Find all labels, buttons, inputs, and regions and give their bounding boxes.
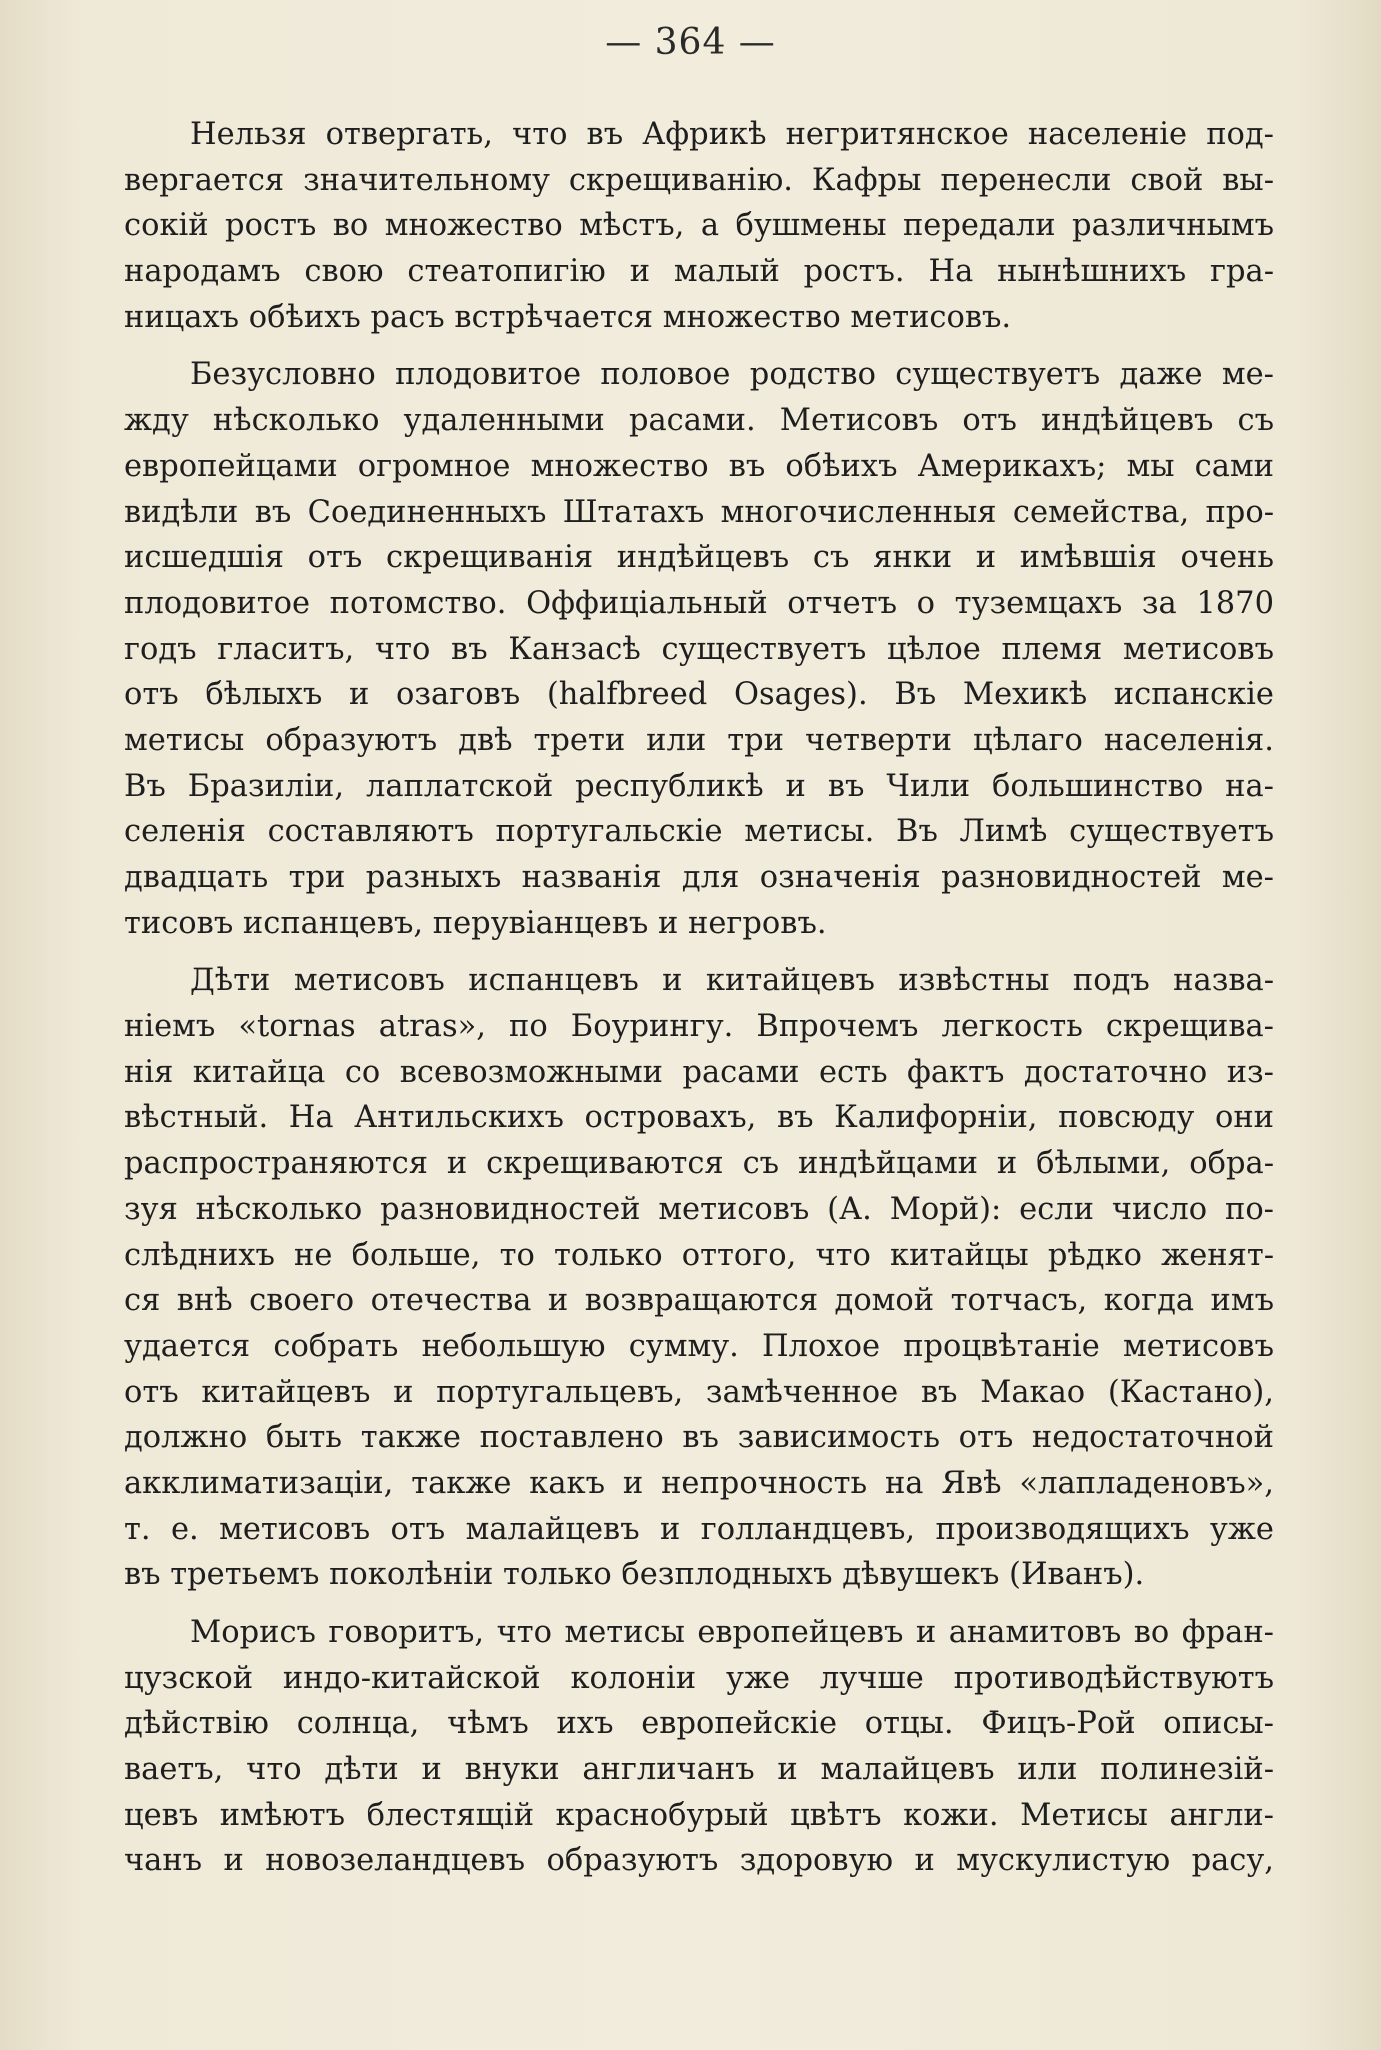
text-line: дѣйствію солнца, чѣмъ ихъ европейскіе отцы. Фицъ-Рой описы-	[124, 1706, 1274, 1742]
text-line: народамъ свою стеатопигію и малый ростъ. На нынѣшнихъ гра-	[124, 254, 1274, 290]
text-line: плодовитое потомство. Оффиціальный отчетъ о туземцахъ за 1870	[124, 585, 1274, 621]
paragraph	[124, 352, 1274, 946]
paragraph	[124, 958, 1274, 1598]
text-line: въ третьемъ поколѣніи только безплодныхъ дѣвушекъ (Иванъ).	[124, 1557, 1145, 1593]
text-line: чанъ и новозеландцевъ образуютъ здоровую и мускулистую расу,	[124, 1843, 1274, 1879]
text-line: отъ бѣлыхъ и озаговъ (halfbreed Osages). Въ Мехикѣ испанскіе	[124, 677, 1274, 713]
text-line: тисовъ испанцевъ, перувіанцевъ и негровъ.	[124, 905, 827, 941]
text-line: исшедшія отъ скрещиванія индѣйцевъ съ янки и имѣвшія очень	[124, 540, 1274, 576]
text-line: вѣстный. На Антильскихъ островахъ, въ Калифорніи, повсюду они	[124, 1100, 1274, 1136]
text-line: метисы образуютъ двѣ трети или три четверти цѣлаго населенія.	[124, 722, 1274, 758]
text-line: цузской индо-китайской колоніи уже лучше противодѣйствуютъ	[124, 1660, 1274, 1696]
text-line: акклиматизаціи, также какъ и непрочность на Явѣ «лапладеновъ»,	[124, 1465, 1274, 1501]
text-line: сокій ростъ во множество мѣстъ, а бушмены передали различнымъ	[124, 208, 1274, 244]
text-line: Безусловно плодовитое половое родство существуетъ даже ме-	[190, 357, 1274, 393]
text-line: зуя нѣсколько разновидностей метисовъ (А. Морй): если число по-	[124, 1191, 1274, 1227]
text-line: вергается значительному скрещиванію. Кафры перенесли свой вы-	[124, 162, 1274, 198]
text-line: удается собрать небольшую сумму. Плохое процвѣтаніе метисовъ	[124, 1328, 1274, 1364]
page-number: — 364 —	[605, 22, 776, 63]
text-line: Дѣти метисовъ испанцевъ и китайцевъ извѣстны подъ назва-	[190, 963, 1274, 999]
text-line: ваетъ, что дѣти и внуки англичанъ и малайцевъ или полинезій-	[124, 1752, 1274, 1788]
text-line: отъ китайцевъ и португальцевъ, замѣченное въ Макао (Кастано),	[124, 1374, 1274, 1410]
text-line: Въ Бразиліи, лаплатской республикѣ и въ Чили большинство на-	[124, 768, 1274, 804]
text-line: ніемъ «tornas atras», по Боурингу. Впрочемъ легкость скрещива-	[124, 1009, 1274, 1045]
text-line: селенія составляютъ португальскіе метисы. Въ Лимѣ существуетъ	[124, 814, 1274, 850]
paragraph	[124, 112, 1274, 340]
body-text	[124, 112, 1274, 1896]
text-line: нія китайца со всевозможными расами есть фактъ достаточно из-	[124, 1054, 1274, 1090]
text-line: цевъ имѣютъ блестящій краснобурый цвѣтъ кожи. Метисы англи-	[124, 1797, 1274, 1833]
text-line: слѣднихъ не больше, то только оттого, что китайцы рѣдко женят-	[124, 1237, 1274, 1273]
text-line: ся внѣ своего отечества и возвращаются домой тотчасъ, когда имъ	[124, 1283, 1274, 1319]
text-line: европейцами огромное множество въ обѣихъ Америкахъ; мы сами	[124, 448, 1274, 484]
text-line: ницахъ обѣихъ расъ встрѣчается множество метисовъ.	[124, 299, 1012, 335]
text-line: распространяются и скрещиваются съ индѣйцами и бѣлыми, обра-	[124, 1146, 1274, 1182]
text-line: видѣли въ Соединенныхъ Штатахъ многочисленныя семейства, про-	[124, 494, 1274, 530]
text-line: должно быть также поставлено въ зависимость отъ недостаточной	[124, 1420, 1274, 1456]
text-line: двадцать три разныхъ названія для означенія разновидностей ме-	[124, 860, 1274, 895]
text-line: годъ гласитъ, что въ Канзасѣ существуетъ цѣлое племя метисовъ	[124, 631, 1274, 667]
text-line: жду нѣсколько удаленными расами. Метисовъ отъ индѣйцевъ съ	[124, 403, 1274, 439]
text-line: Нельзя отвергать, что въ Африкѣ негритянское населеніе под-	[190, 117, 1274, 152]
text-line: Морисъ говоритъ, что метисы европейцевъ и анамитовъ во фран-	[190, 1615, 1274, 1650]
paragraph	[124, 1610, 1274, 1884]
text-line: т. е. метисовъ отъ малайцевъ и голландцевъ, производящихъ уже	[124, 1511, 1274, 1547]
